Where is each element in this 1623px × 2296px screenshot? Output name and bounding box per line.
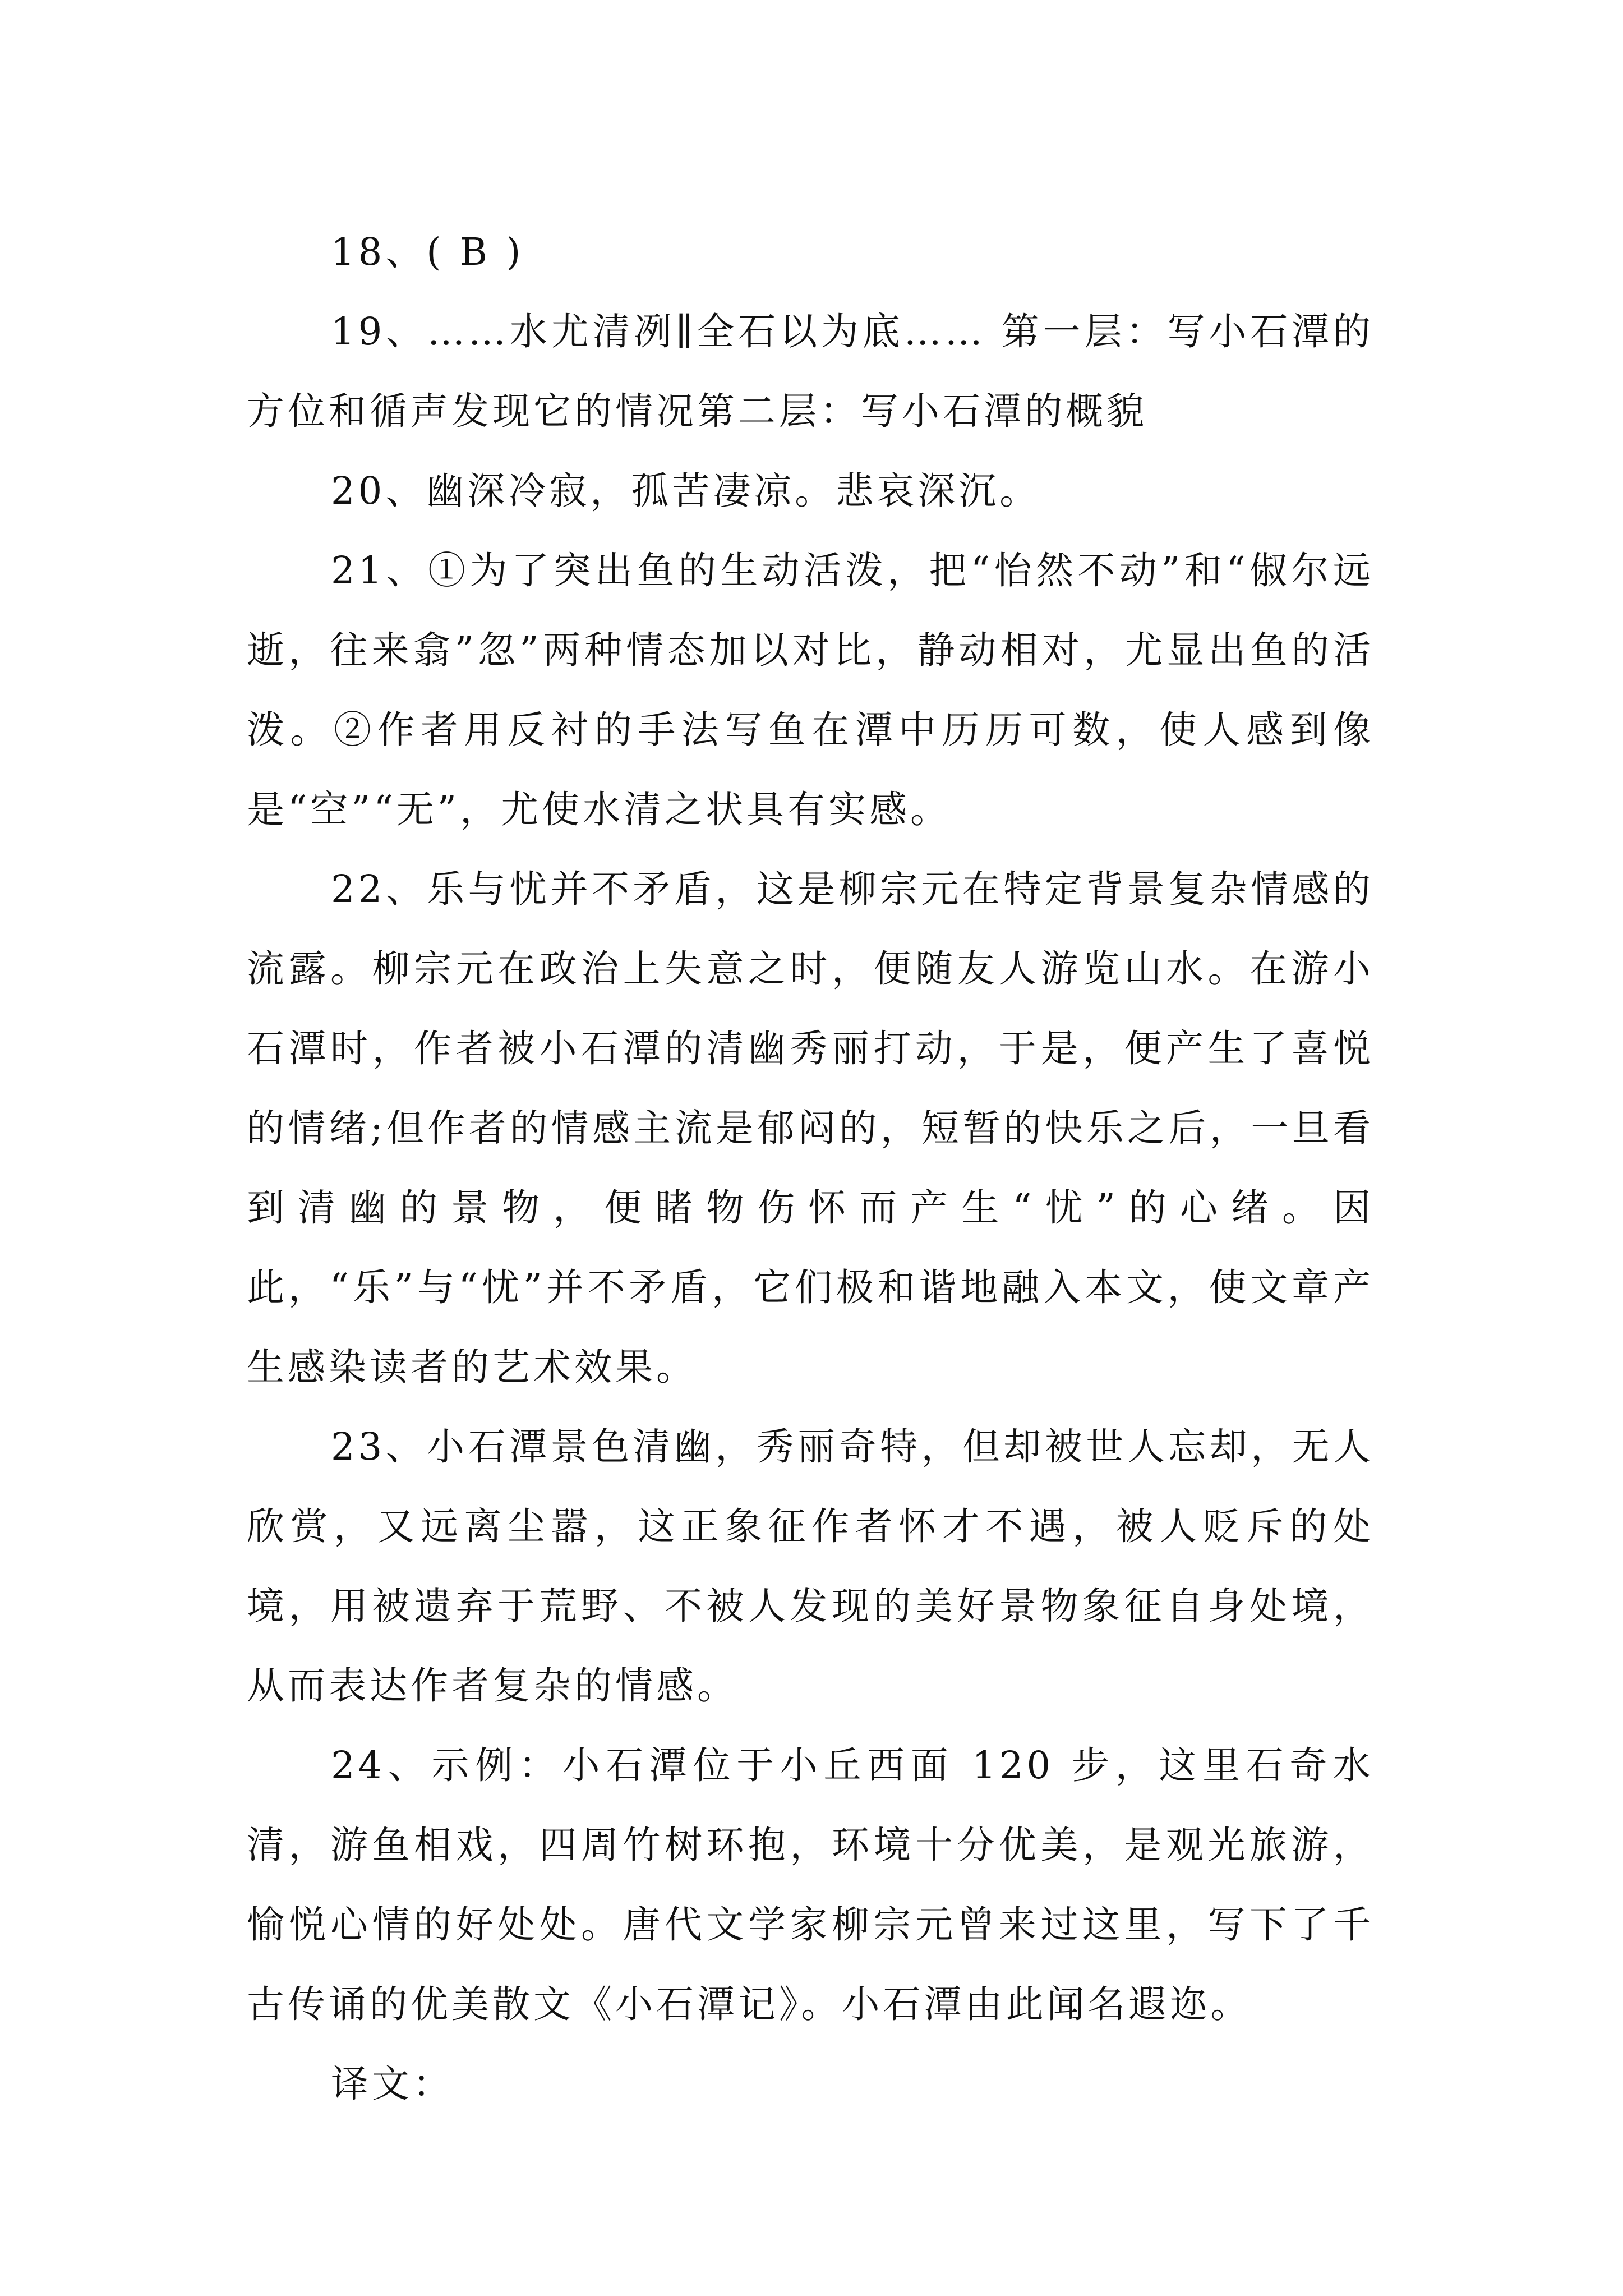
answer-20: 20、幽深冷寂，孤苦凄凉。悲哀深沉。 [331,469,1041,513]
answer-text-block [247,212,1374,2124]
answer-22: 22、乐与忧并不矛盾，这是柳宗元在特定背景复杂情感的流露。柳宗元在政治上失意之时，便随友人游览山水。在游小石潭时，作者被小石潭的清幽秀丽打动，于是，便产生了喜悦的情绪;但作者的情感主流是郁闷的，短暂的快乐之后，一旦看到清幽的景物，便睹物伤怀而产生“忧”的心绪。因此，“乐”与“忧”并不矛盾，它们极和谐地融入本文，使文章产生感染读者的艺术效果。 [247,867,1374,1389]
translation-heading: 译文： [331,2062,454,2106]
answer-18: 18、( B ) [331,230,524,274]
answer-23: 23、小石潭景色清幽，秀丽奇特，但却被世人忘却，无人欣赏，又远离尘嚣，这正象征作者怀才不遇，被人贬斥的处境，用被遗弃于荒野、不被人发现的美好景物象征自身处境，从而表达作者复杂的情感。 [247,1425,1374,1708]
answer-24: 24、示例：小石潭位于小丘西面 120 步，这里石奇水清，游鱼相戏，四周竹树环抱，环境十分优美，是观光旅游，愉悦心情的好处处。唐代文学家柳宗元曾来过这里，写下了千古传诵的优美散文《小石潭记》。小石潭由此闻名遐迩。 [247,1743,1374,2026]
answer-19: 19、……水尤清冽∥全石以为底…… 第一层：写小石潭的方位和循声发现它的情况第二层：写小石潭的概貌 [247,310,1374,433]
answer-21: 21、①为了突出鱼的生动活泼，把“怡然不动”和“俶尔远逝，往来翕”忽”两种情态加以对比，静动相对，尤显出鱼的活泼。②作者用反衬的手法写鱼在潭中历历可数，使人感到像是“空”“无”，尤使水清之状具有实感。 [247,549,1374,831]
